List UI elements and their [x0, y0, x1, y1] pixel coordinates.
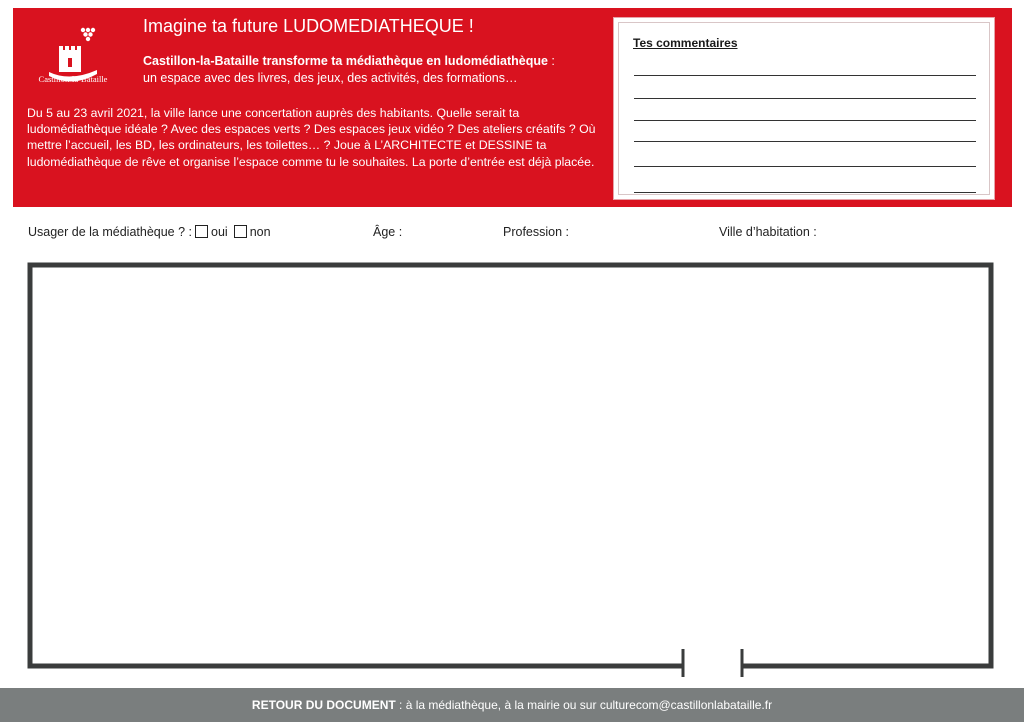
subtitle-line2: un espace avec des livres, des jeux, des activités, des formations… — [143, 71, 518, 85]
ville-label: Ville d’habitation : — [719, 225, 817, 239]
usager-label: Usager de la médiathèque ? : — [28, 225, 192, 239]
oui-label: oui — [211, 225, 228, 239]
footer-bar — [0, 688, 1024, 722]
profession-label: Profession : — [503, 225, 570, 239]
intro-paragraph: Du 5 au 23 avril 2021, la ville lance une concertation auprès des habitants. Quelle serait ta ludomédiathèque idéale ? Avec des espaces verts ? Des espaces jeux vidéo ? Des ateliers créatifs ? Où mettre l’accueil, les BD, les ordinateurs, les toilettes… ? Joue à L’ARCHITECTE et DESSINE ta ludomédiathèque de rêve et organise l’espace comme tu le souhaites. La porte d’entrée est déjà placée. — [27, 106, 596, 169]
non-label: non — [249, 225, 271, 239]
subtitle-colon: : — [547, 54, 555, 68]
subtitle-bold: Castillon-la-Bataille transforme ta médiathèque en ludomédiathèque — [143, 54, 548, 68]
footer-bold: RETOUR DU DOCUMENT — [251, 698, 396, 712]
logo-text: Castillon-la-Bataille — [38, 74, 108, 84]
plan-outline-wall — [30, 265, 991, 666]
age-label: Âge : — [373, 225, 403, 239]
page-title: Imagine ta future LUDOMEDIATHEQUE ! — [143, 16, 474, 36]
footer-text: : à la médiathèque, à la mairie ou sur culturecom@castillonlabataille.fr — [395, 698, 773, 712]
comments-title: Tes commentaires — [633, 36, 738, 50]
